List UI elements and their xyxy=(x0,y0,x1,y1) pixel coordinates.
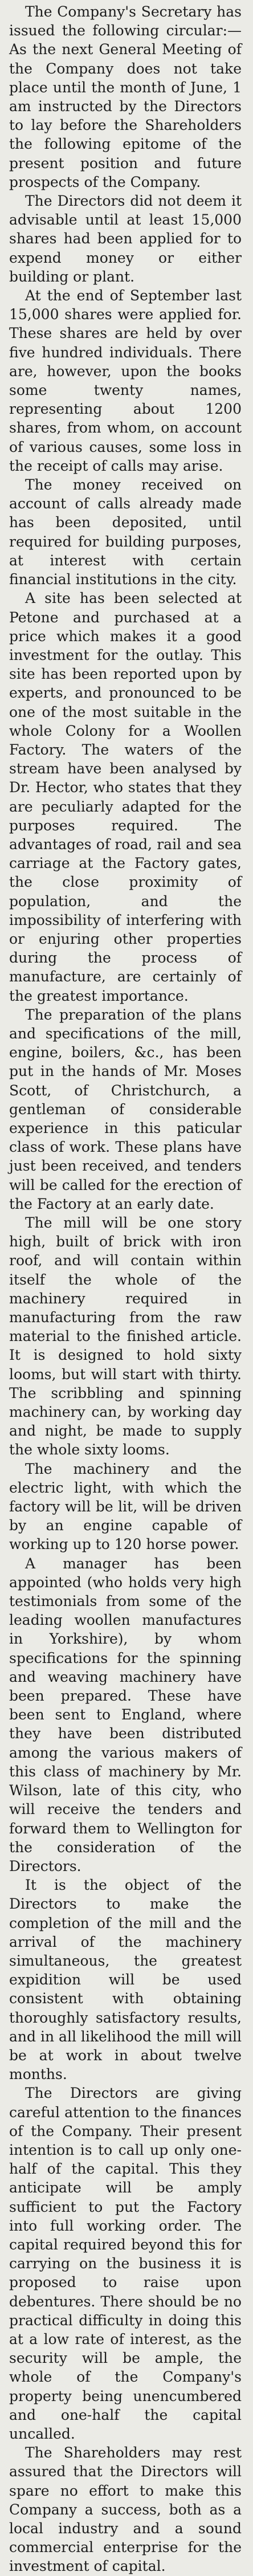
paragraph-closing-assurance: The Shareholders may rest assured that the Directors will spare no effort to make this Company a success, both as a local industry and a sound commercial enterprise for the investment of capital. xyxy=(9,2444,242,2575)
paragraph-shares-threshold: The Directors did not deem it advisable until at least 15,000 shares had been applied for to expend money or either building or plant. xyxy=(9,193,242,285)
paragraph-engine-power: The machinery and the electric light, with which the factory will be lit, will be driven by an engine capable of working up to 120 horse power. xyxy=(9,1460,242,1553)
paragraph-plans-specifications: The preparation of the plans and specifications of the mill, engine, boilers, &c., has been put in the hands of Mr. Moses Scott, of Christchurch, a gentleman of considerable experience in this paticular class of work. These plans have just been received, and tenders will be called for the erection of the Factory at an early date. xyxy=(9,1006,242,1212)
paragraph-petone-site: A site has been selected at Petone and purchased at a price which makes it a good investment for the outlay. This site has been reported upon by experts, and pronounced to be one of the most suitable in the whole Colony for a Woollen Factory. The waters of the stream have been analysed by Dr. Hector, who states that they are peculiarly adapted for the purposes required. The advantages of road, rail and sea carriage at the Factory gates, the close proximity of population, and the impossibility of interfering with or enjuring other properties during the process of manufacture, are certainly of the greatest importance. xyxy=(9,590,242,1004)
paragraph-manager-machinery: A manager has been appointed (who holds very high testimonials from some of the leading woollen manufactures in Yorkshire), by whom specifications for the spinning and weaving machinery have been prepared. These have been sent to England, where they have been distributed among the various makers of this class of machinery by Mr. Wilson, late of this city, who will receive the tenders and forward them to Wellington for the consideration of the Directors. xyxy=(9,1555,242,1874)
paragraph-finances: The Directors are giving careful attention to the finances of the Company. Their present intention is to call up only one-half of the capital. This they anticipate will be amply sufficient to put the Factory into full working order. The capital required beyond this for carrying on the business it is proposed to raise upon debentures. There should be no practical difficulty in doing this at a low rate of interest, as the security will be ample, the whole of the Company's property being unencumbered and one-half the capital uncalled. xyxy=(9,2085,242,2442)
paragraph-circular-intro: The Company's Secretary has issued the following circular:—As the next General Meeting of the Company does not take place until the month of June, 1 am instructed by the Directors to lay before the Shareholders the following epitome of the present position and future prospects of the Company. xyxy=(9,3,242,190)
paragraph-completion-timeline: It is the object of the Directors to make the completion of the mill and the arrival of the machinery simultaneous, the greatest expidition will be used consistent with obtaining thoroughly satisfactory results, and in all likelihood the mill will be at work in about twelve months. xyxy=(9,1877,242,2083)
paragraph-shares-applied: At the end of September last 15,000 shares were applied for. These shares are held by over five hundred individuals. There are, however, upon the books some twenty names, representing about 1200 shares, from whom, on account of various causes, some loss in the receipt of calls may arise. xyxy=(9,287,242,474)
newspaper-column xyxy=(9,2,242,2575)
paragraph-mill-design: The mill will be one story high, built of brick with iron roof, and will contain within itself the whole of the machinery required in manufacturing from the raw material to the finished article. It is designed to hold sixty looms, but will start with thirty. The scribbling and spinning machinery can, by working day and night, be made to supply the whole sixty looms. xyxy=(9,1214,242,1458)
paragraph-calls-deposited: The money received on account of calls already made has been deposited, until required for building purposes, at interest with certain financial institutions in the city. xyxy=(9,476,242,588)
